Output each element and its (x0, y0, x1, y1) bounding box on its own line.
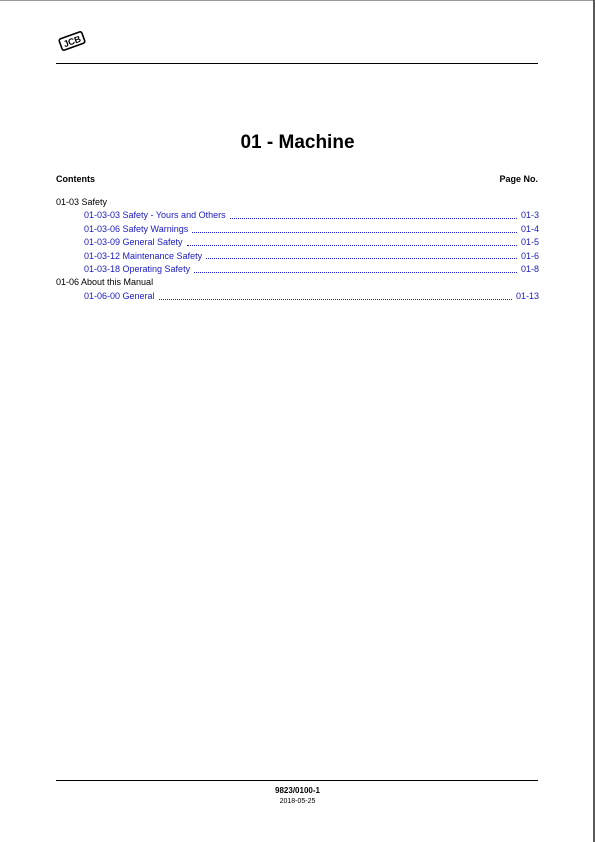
document-date: 2018-05-25 (279, 798, 316, 805)
toc-entry-general-safety[interactable] (56, 236, 539, 249)
toc-entry-page: 01-8 (520, 263, 539, 274)
toc-entry-label: 01-06-00 General (84, 290, 155, 301)
toc-entry-safety-warnings[interactable] (56, 223, 539, 236)
dot-leader (187, 236, 517, 246)
toc-entry-page: 01-13 (515, 290, 539, 301)
toc-entry-label: 01-03-03 Safety - Yours and Others (84, 210, 226, 221)
page-title: 01 - Machine (240, 132, 355, 153)
dot-leader (192, 223, 517, 233)
toc-entry-label: 01-03-12 Maintenance Safety (84, 250, 203, 261)
toc-entry-page: 01-5 (520, 237, 539, 248)
toc-entry-page: 01-6 (520, 250, 539, 261)
footer-rule (56, 780, 538, 781)
toc-entry-page: 01-3 (520, 210, 539, 221)
dot-leader (206, 250, 517, 260)
table-of-contents (56, 196, 539, 303)
toc-entry-general[interactable] (56, 290, 539, 303)
dot-leader (159, 290, 512, 300)
page-top-border (0, 0, 595, 1)
document-number: 9823/0100-1 (275, 786, 320, 795)
jcb-logo (57, 30, 87, 52)
toc-entry-maintenance-safety[interactable] (56, 250, 539, 263)
toc-entry-label: 01-03-09 General Safety (84, 237, 183, 248)
contents-label: Contents (56, 174, 95, 184)
dot-leader (230, 209, 517, 219)
dot-leader (194, 263, 517, 273)
header-rule (56, 63, 538, 64)
logo-text: JCB (61, 33, 83, 50)
toc-entry-operating-safety[interactable] (56, 263, 539, 276)
page-number-label: Page No. (499, 174, 538, 184)
toc-section-heading: 01-06 About this Manual (56, 277, 154, 288)
toc-entry-label: 01-03-06 Safety Warnings (84, 223, 189, 234)
toc-entry-page: 01-4 (520, 223, 539, 234)
toc-section-heading: 01-03 Safety (56, 197, 108, 207)
toc-entry-safety-yours-and-others[interactable] (56, 209, 539, 222)
toc-entry-label: 01-03-18 Operating Safety (84, 263, 191, 274)
